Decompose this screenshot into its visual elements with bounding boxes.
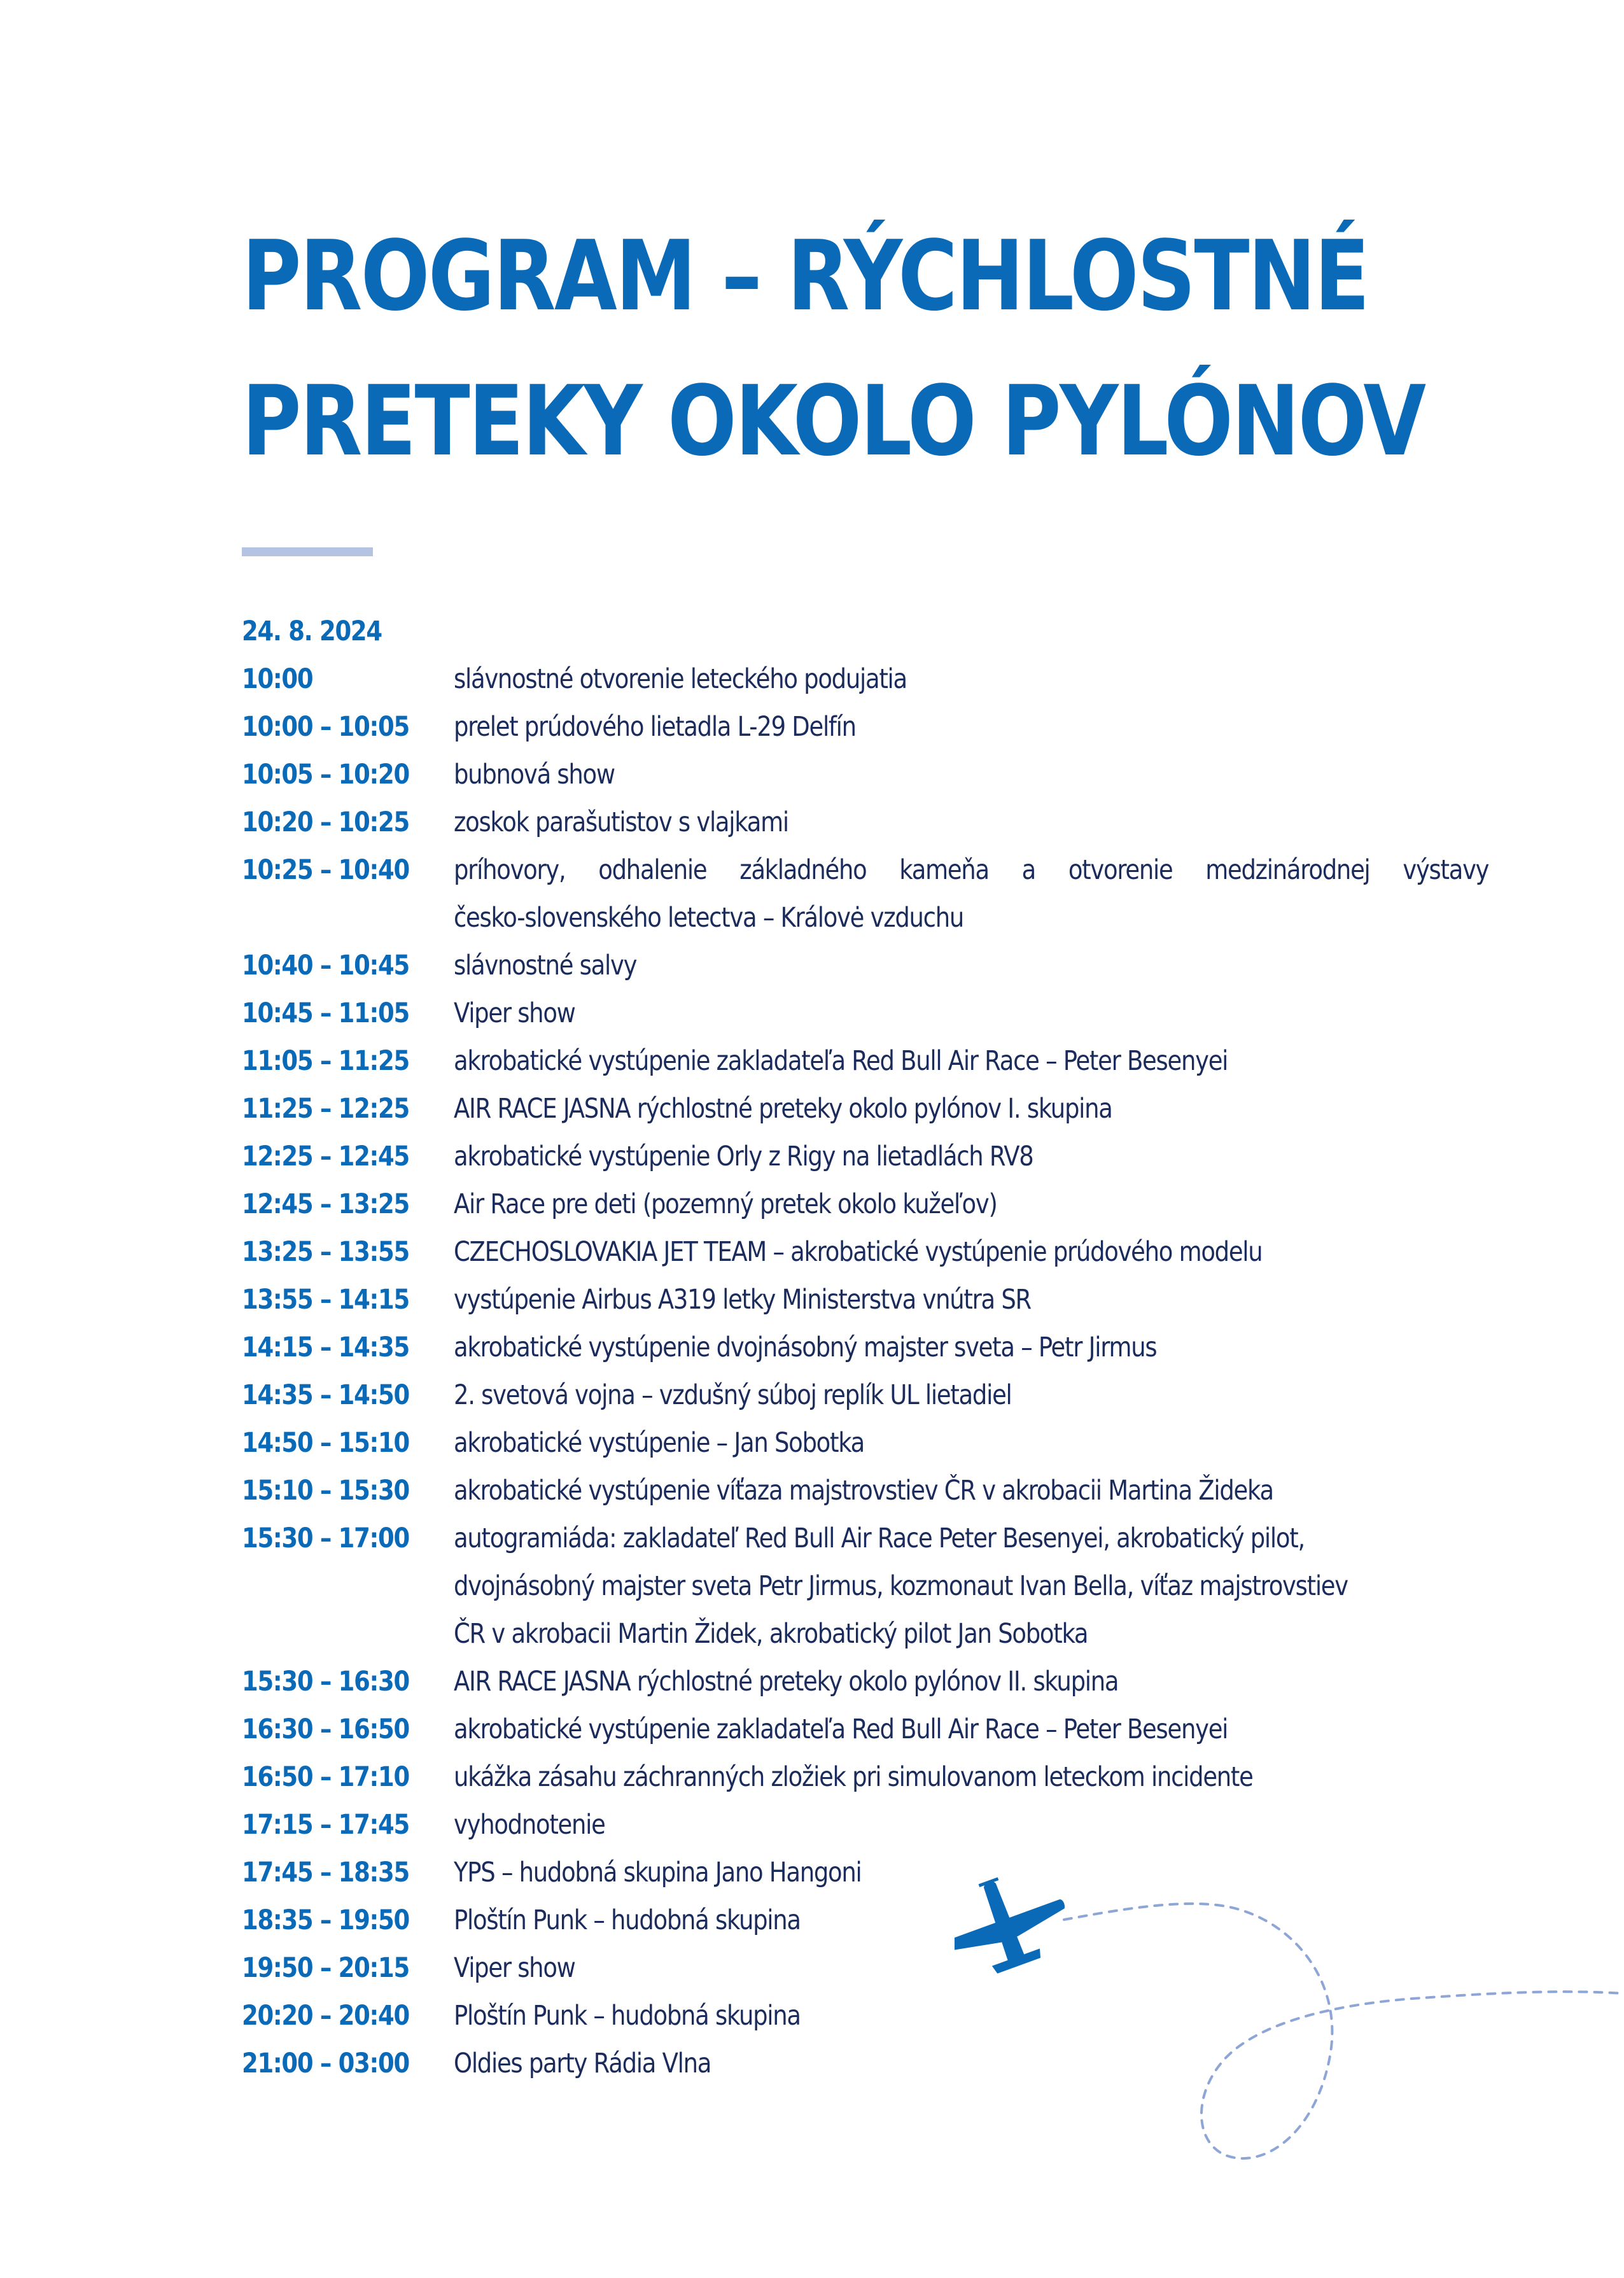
schedule-event-line: 2. svetová vojna – vzdušný súboj replík UL lietadiel	[454, 1379, 1012, 1411]
schedule-row	[242, 1467, 1489, 1515]
schedule-time: 10:25 – 10:40	[242, 854, 409, 886]
schedule-event-line: dvojnásobný majster sveta Petr Jirmus, kozmonaut Ivan Bella, víťaz majstrovstiev	[454, 1570, 1348, 1602]
schedule-time: 14:35 – 14:50	[242, 1379, 409, 1411]
schedule-time: 11:05 – 11:25	[242, 1045, 409, 1077]
title-line-2: PRETEKY OKOLO PYLÓNOV	[242, 365, 1425, 477]
schedule-time: 17:15 – 17:45	[242, 1809, 409, 1841]
schedule-row	[242, 751, 1489, 799]
schedule-time: 16:50 – 17:10	[242, 1761, 409, 1793]
schedule-event	[454, 1228, 1488, 1276]
schedule-event	[454, 1133, 1488, 1181]
schedule-event	[454, 942, 1488, 990]
schedule-row	[242, 847, 1489, 942]
schedule-time: 13:55 – 14:15	[242, 1284, 409, 1316]
schedule-event	[454, 703, 1488, 751]
page-title	[242, 204, 1425, 494]
schedule-event-line: ČR v akrobacii Martin Židek, akrobatický pilot Jan Sobotka	[454, 1618, 1088, 1650]
title-divider	[242, 547, 373, 556]
schedule-event-line: akrobatické vystúpenie zakladateľa Red Bull Air Race – Peter Besenyei	[454, 1045, 1228, 1077]
schedule-time: 18:35 – 19:50	[242, 1904, 409, 1936]
schedule-event	[454, 990, 1488, 1037]
schedule-row	[242, 1181, 1489, 1228]
schedule-event-line: akrobatické vystúpenie zakladateľa Red Bull Air Race – Peter Besenyei	[454, 1713, 1228, 1745]
schedule-event-line: CZECHOSLOVAKIA JET TEAM – akrobatické vystúpenie prúdového modelu	[454, 1236, 1263, 1268]
schedule-row	[242, 1515, 1489, 1658]
flight-trail-path	[1064, 1904, 1624, 2158]
schedule-event-line: AIR RACE JASNA rýchlostné preteky okolo pylónov I. skupina	[454, 1093, 1112, 1125]
schedule-row	[242, 1276, 1489, 1324]
schedule-time: 17:45 – 18:35	[242, 1857, 409, 1888]
event-date: 24. 8. 2024	[242, 615, 382, 647]
schedule-event	[454, 1037, 1488, 1085]
schedule-row	[242, 1324, 1489, 1372]
schedule-event-line: akrobatické vystúpenie víťaza majstrovstiev ČR v akrobacii Martina Žideka	[454, 1475, 1273, 1507]
schedule-event	[454, 799, 1488, 847]
schedule-event-line: bubnová show	[454, 759, 615, 791]
schedule-event-line: česko-slovenského letectva – Královė vzduchu	[454, 902, 963, 934]
schedule-time: 15:30 – 17:00	[242, 1522, 409, 1554]
schedule-event-line: Ploštín Punk – hudobná skupina	[454, 2000, 801, 2032]
schedule-event-line: vystúpenie Airbus A319 letky Ministerstva vnútra SR	[454, 1284, 1031, 1316]
schedule-time: 10:00 – 10:05	[242, 711, 409, 743]
schedule-time: 19:50 – 20:15	[242, 1952, 409, 1984]
schedule-time: 21:00 – 03:00	[242, 2048, 409, 2079]
schedule-row	[242, 1085, 1489, 1133]
schedule-time: 12:45 – 13:25	[242, 1188, 409, 1220]
schedule-time: 10:20 – 10:25	[242, 806, 409, 838]
schedule-row	[242, 1801, 1489, 1849]
schedule-event	[454, 1181, 1488, 1228]
schedule-event-line: Viper show	[454, 1952, 575, 1984]
schedule-row	[242, 942, 1489, 990]
schedule-row	[242, 1133, 1489, 1181]
schedule-event-line: Ploštín Punk – hudobná skupina	[454, 1904, 801, 1936]
schedule-row	[242, 656, 1489, 703]
schedule-event-line: akrobatické vystúpenie dvojnásobný majster sveta – Petr Jirmus	[454, 1332, 1157, 1363]
schedule-event	[454, 1276, 1488, 1324]
schedule-row	[242, 1372, 1489, 1419]
schedule-time: 11:25 – 12:25	[242, 1093, 409, 1125]
airplane-icon	[955, 1859, 1079, 1988]
schedule-event-line: akrobatické vystúpenie Orly z Rigy na lietadlách RV8	[454, 1141, 1033, 1172]
schedule-event	[454, 1085, 1488, 1133]
schedule-event-line: Air Race pre deti (pozemný pretek okolo kužeľov)	[454, 1188, 997, 1220]
schedule-event-line: vyhodnotenie	[454, 1809, 605, 1841]
schedule-row	[242, 1228, 1489, 1276]
schedule-event-line: YPS – hudobná skupina Jano Hangoni	[454, 1857, 862, 1888]
schedule-event	[454, 1372, 1488, 1419]
flight-trail-decoration	[955, 1859, 1624, 2190]
schedule-event	[454, 1706, 1488, 1754]
schedule-event	[454, 1801, 1488, 1849]
schedule-row	[242, 703, 1489, 751]
schedule-time: 12:25 – 12:45	[242, 1141, 409, 1172]
schedule-time: 13:25 – 13:55	[242, 1236, 409, 1268]
schedule-event	[454, 1467, 1488, 1515]
schedule-event-line: Oldies party Rádia Vlna	[454, 2048, 711, 2079]
schedule-time: 10:40 – 10:45	[242, 950, 409, 981]
schedule-time: 20:20 – 20:40	[242, 2000, 409, 2032]
schedule-time: 10:05 – 10:20	[242, 759, 409, 791]
title-line-1: PROGRAM – RÝCHLOSTNÉ	[242, 220, 1369, 332]
schedule-event	[454, 1324, 1488, 1372]
schedule-time: 14:15 – 14:35	[242, 1332, 409, 1363]
schedule-event	[454, 1754, 1488, 1801]
schedule-row	[242, 799, 1489, 847]
schedule-time: 10:00	[242, 663, 313, 695]
schedule-time: 15:10 – 15:30	[242, 1475, 409, 1507]
schedule-time: 14:50 – 15:10	[242, 1427, 409, 1459]
schedule-time: 16:30 – 16:50	[242, 1713, 409, 1745]
schedule-time: 10:45 – 11:05	[242, 997, 409, 1029]
schedule-row	[242, 1754, 1489, 1801]
schedule-time: 15:30 – 16:30	[242, 1666, 409, 1698]
schedule-event	[454, 847, 1488, 942]
schedule-event	[454, 751, 1488, 799]
schedule-event-line: zoskok parašutistov s vlajkami	[454, 806, 788, 838]
schedule-event-line: ukážka zásahu záchranných zložiek pri simulovanom leteckom incidente	[454, 1761, 1253, 1793]
schedule-event-line: príhovory, odhalenie základného kameňa a otvorenie medzinárodnej výstavy	[454, 854, 1489, 886]
schedule-row	[242, 1658, 1489, 1706]
schedule-row	[242, 1419, 1489, 1467]
schedule-row	[242, 1706, 1489, 1754]
schedule-event-line: autogramiáda: zakladateľ Red Bull Air Race Peter Besenyei, akrobatický pilot,	[454, 1522, 1305, 1554]
schedule-event-line: slávnostné otvorenie leteckého podujatia	[454, 663, 907, 695]
schedule-event-line: akrobatické vystúpenie – Jan Sobotka	[454, 1427, 865, 1459]
schedule-event	[454, 656, 1488, 703]
schedule-row	[242, 990, 1489, 1037]
schedule-event	[454, 1419, 1488, 1467]
schedule-event-line: Viper show	[454, 997, 575, 1029]
schedule-event-line: AIR RACE JASNA rýchlostné preteky okolo pylónov II. skupina	[454, 1666, 1119, 1698]
schedule-event-line: prelet prúdového lietadla L-29 Delfín	[454, 711, 856, 743]
schedule-row	[242, 1037, 1489, 1085]
schedule-event	[454, 1515, 1488, 1658]
schedule-event	[454, 1658, 1488, 1706]
schedule-event-line: slávnostné salvy	[454, 950, 637, 981]
